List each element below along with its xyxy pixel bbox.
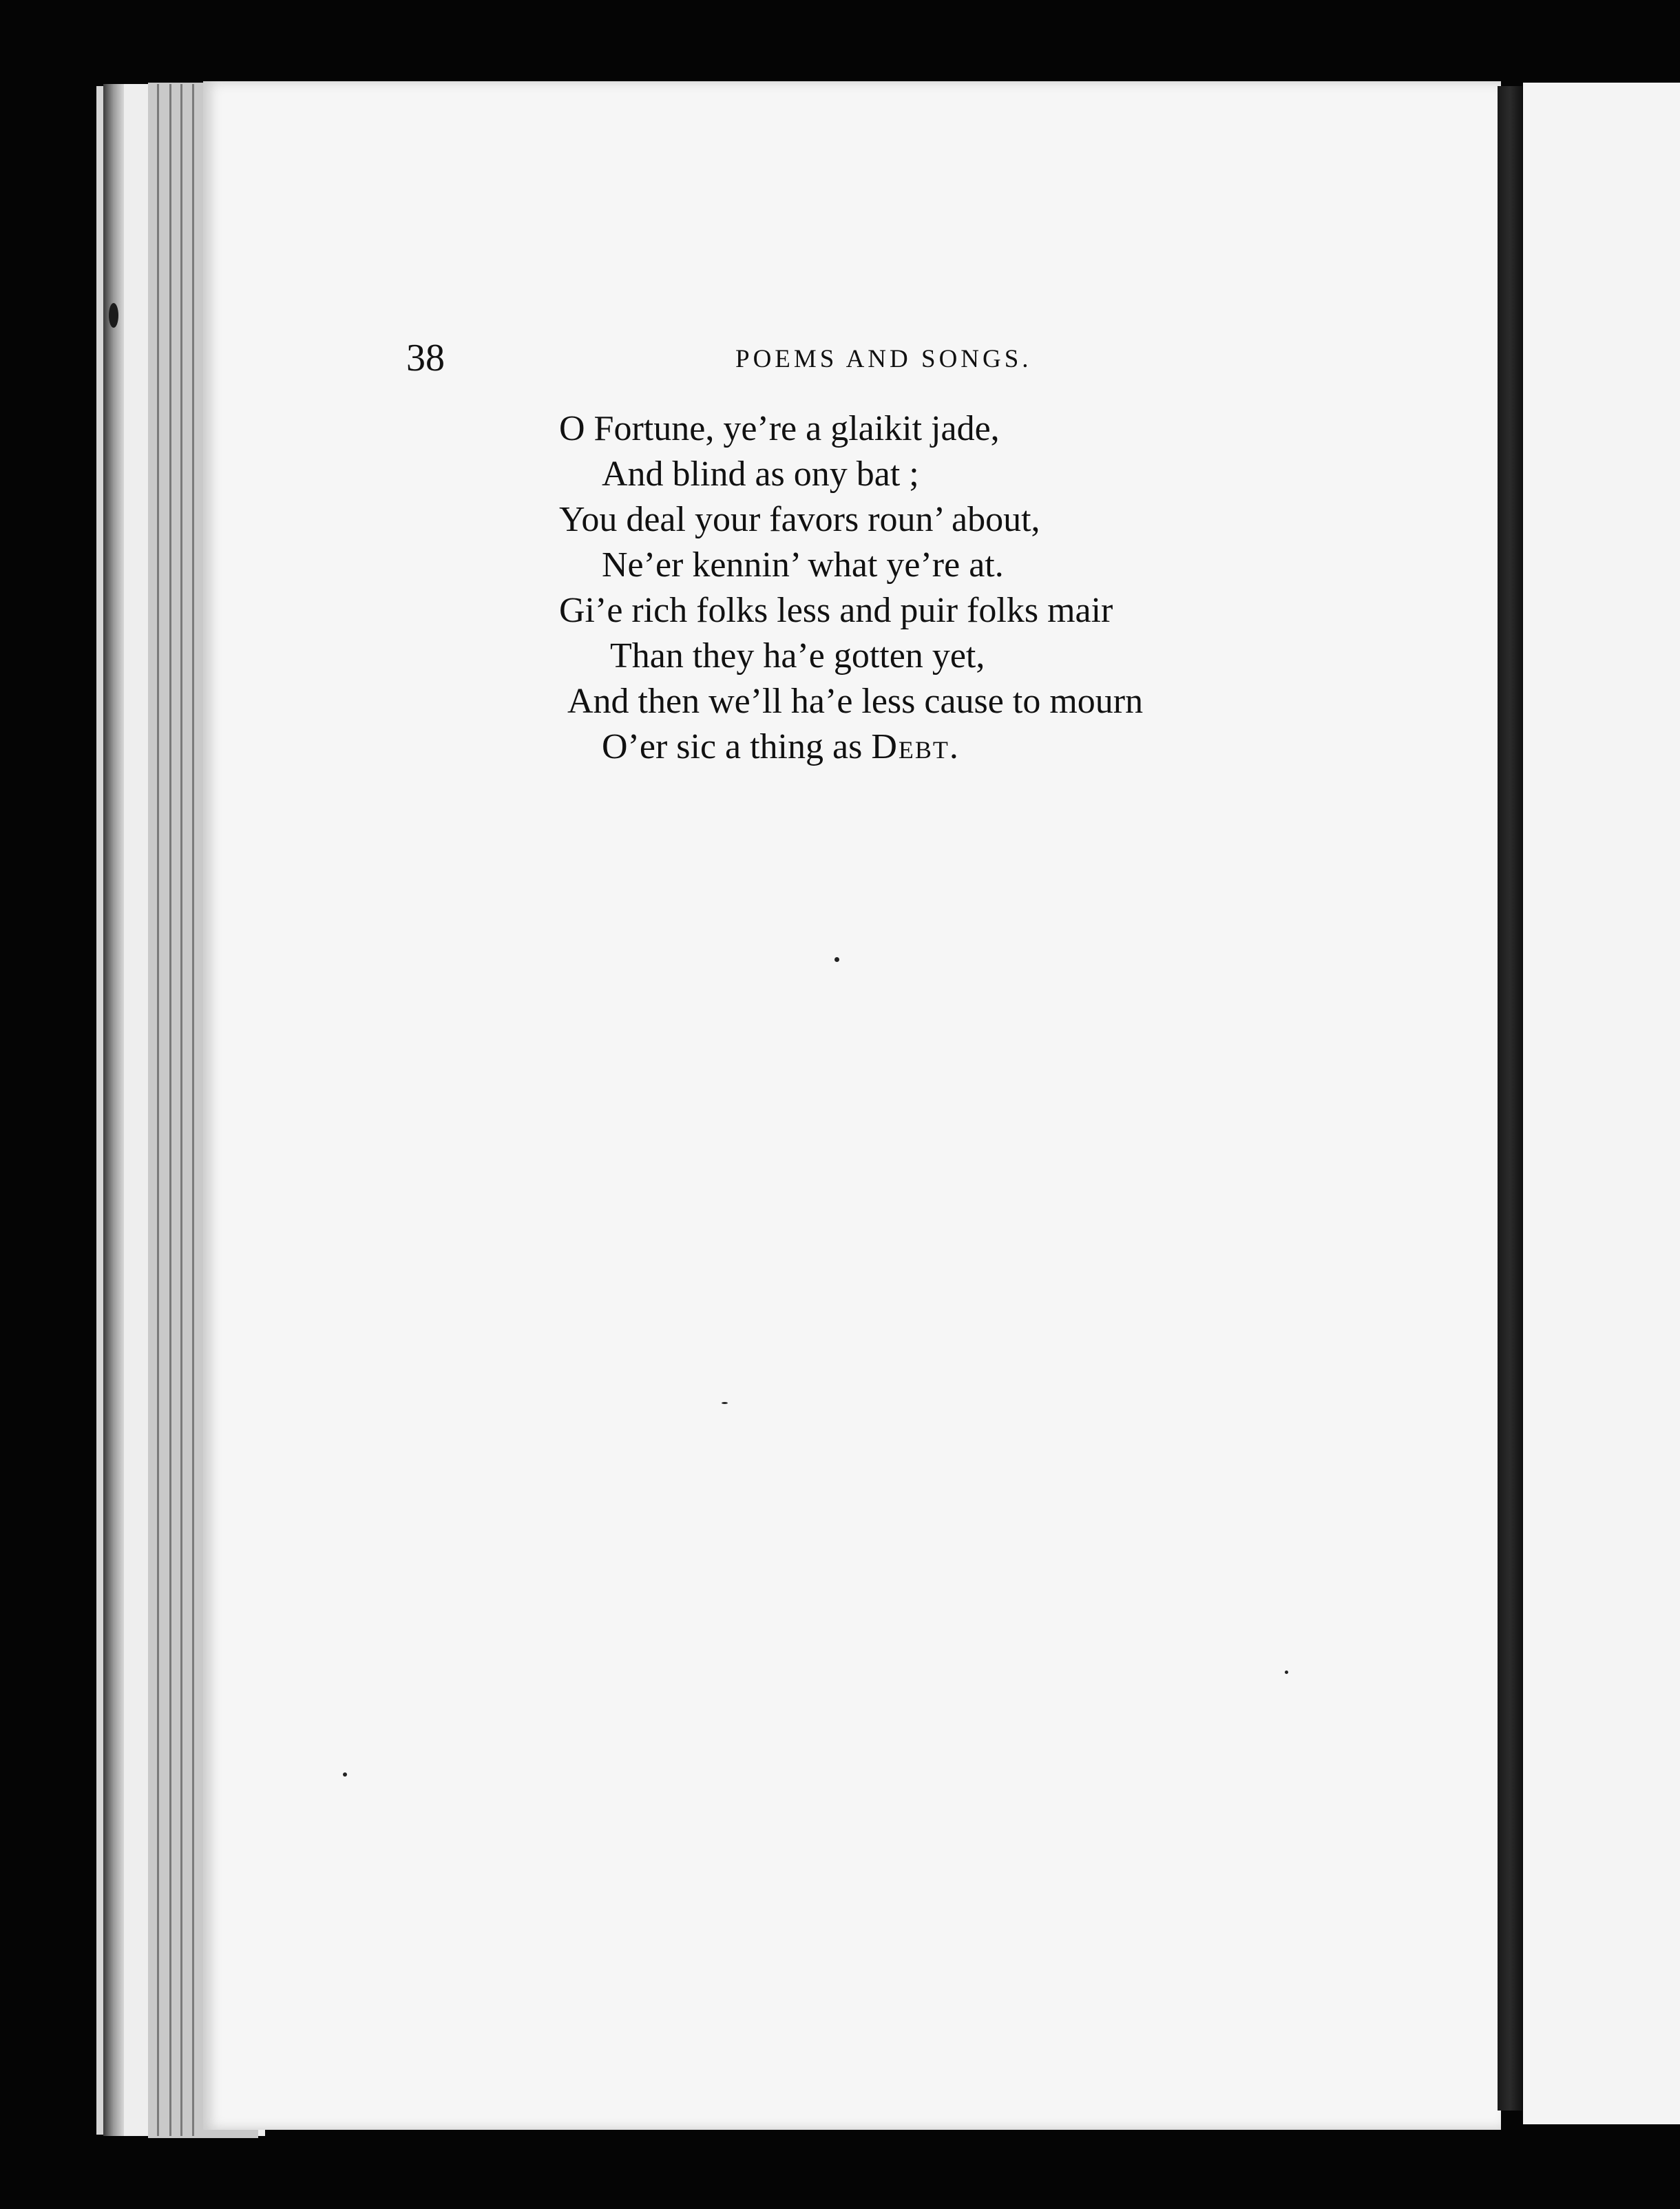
page-edge-line xyxy=(180,84,182,2136)
poem-stanza xyxy=(559,406,1143,770)
paper-speck xyxy=(1285,1671,1288,1674)
poem-line: O Fortune, ye’re a glaikit jade, xyxy=(559,409,1000,448)
page-edge-line xyxy=(157,84,159,2136)
paper-speck xyxy=(722,1402,728,1404)
poem-line: Ne’er kennin’ what ye’re at. xyxy=(602,545,1004,585)
page-number: 38 xyxy=(406,337,445,379)
paper-speck xyxy=(834,957,839,962)
poem-line: And then we’ll ha’e less cause to mourn xyxy=(567,682,1144,721)
emphasis-debt: Debt xyxy=(871,727,949,766)
facing-page-sliver xyxy=(1523,83,1680,2124)
edge-blot xyxy=(109,303,118,328)
poem-line: Than they ha’e gotten yet, xyxy=(610,636,985,676)
running-head: POEMS AND SONGS. xyxy=(735,345,1032,373)
poem-line: And blind as ony bat ; xyxy=(602,454,919,494)
gutter-shadow xyxy=(103,84,124,2136)
paper-speck xyxy=(343,1772,347,1777)
page-edge-line xyxy=(169,84,171,2136)
page-edge-line xyxy=(192,84,194,2136)
poem-line: You deal your favors roun’ about, xyxy=(559,500,1040,539)
poem-line-text: O’er sic a thing as xyxy=(602,727,872,766)
poem-line-punctuation: . xyxy=(949,727,958,766)
book-binding xyxy=(1498,86,1522,2111)
page-header xyxy=(406,336,1232,391)
poem-line-last xyxy=(559,724,1143,770)
poem-line: Gi’e rich folks less and puir folks mair xyxy=(559,591,1113,630)
